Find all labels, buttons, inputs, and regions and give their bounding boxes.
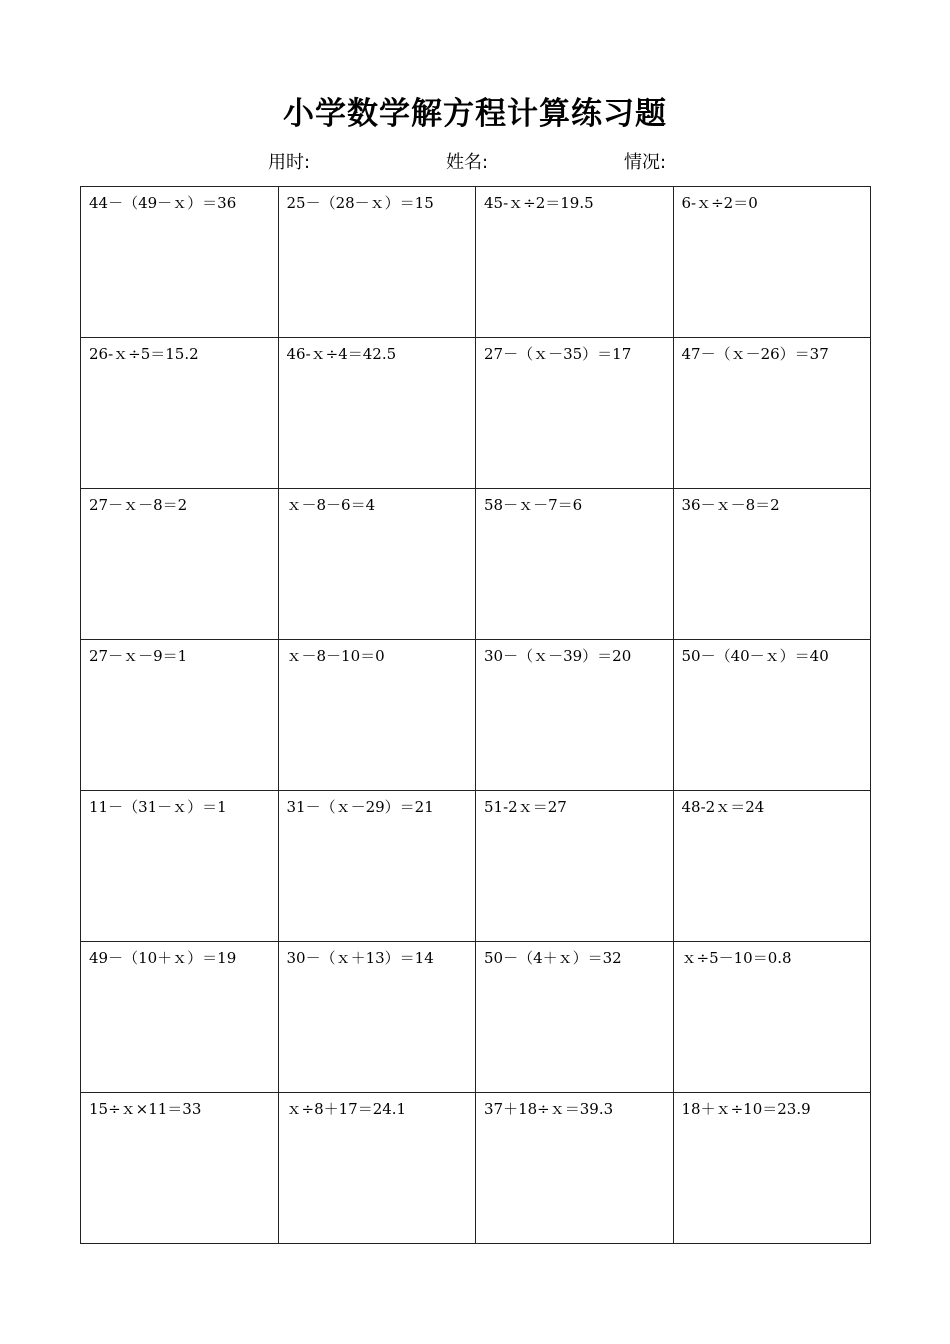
problem-cell [673,640,871,791]
problem-cell [476,489,674,640]
problem-cell [278,489,476,640]
equation: 45-ｘ÷2＝19.5 [484,194,594,212]
name-label: 姓名: [446,152,489,173]
problem-cell [81,187,279,338]
status-label: 情况: [624,152,667,173]
equation: ｘ－8－6＝4 [286,496,376,514]
equation: 27－ｘ－8＝2 [89,496,188,514]
problem-row [81,791,871,942]
problem-cell [81,1093,279,1244]
problem-cell [673,1093,871,1244]
equation: ｘ－8－10＝0 [286,647,385,665]
problem-cell [673,489,871,640]
equation: 48-2ｘ＝24 [681,798,765,816]
equation: 11－（31－ｘ）＝1 [89,798,227,816]
problem-cell [81,489,279,640]
equation: 30－（ｘ＋13）＝14 [286,949,434,967]
equation: 51-2ｘ＝27 [484,798,567,816]
equation: 31－（ｘ－29）＝21 [286,798,434,816]
problem-cell [476,187,674,338]
equation: 27－ｘ－9＝1 [89,647,188,665]
problem-cell [673,791,871,942]
equation: 6-ｘ÷2＝0 [681,194,758,212]
problem-cell [278,942,476,1093]
page-title: 小学数学解方程计算练习题 [283,96,667,132]
equation: ｘ÷8＋17＝24.1 [286,1100,407,1118]
equation: 30－（ｘ－39）＝20 [484,647,632,665]
problem-cell [278,338,476,489]
problem-row [81,1093,871,1244]
problem-row [81,489,871,640]
equation: 46-ｘ÷4＝42.5 [286,345,397,363]
equation: 50－（4＋ｘ）＝32 [484,949,622,967]
equation: 27－（ｘ－35）＝17 [484,345,632,363]
problem-cell [81,338,279,489]
time-label: 用时: [268,152,311,173]
problem-cell [278,187,476,338]
equation: 26-ｘ÷5＝15.2 [89,345,199,363]
problem-cell [278,1093,476,1244]
problem-row [81,942,871,1093]
problem-cell [278,640,476,791]
equation: 44－（49－ｘ）＝36 [89,194,237,212]
problem-cell [278,791,476,942]
problem-row [81,640,871,791]
equation: 47－（ｘ－26）＝37 [681,345,829,363]
problem-row [81,187,871,338]
problem-cell [673,942,871,1093]
problem-cell [673,187,871,338]
equation: 49－（10＋ｘ）＝19 [89,949,237,967]
problem-cell [81,640,279,791]
equation: 36－ｘ－8＝2 [681,496,780,514]
equation: 37＋18÷ｘ＝39.3 [484,1100,614,1118]
problem-cell [81,942,279,1093]
problem-row [81,338,871,489]
equation: 15÷ｘ×11＝33 [89,1100,202,1118]
problem-cell [476,791,674,942]
equation: 18＋ｘ÷10＝23.9 [681,1100,811,1118]
problem-cell [476,338,674,489]
problem-cell [673,338,871,489]
equation: 50－（40－ｘ）＝40 [681,647,829,665]
problem-cell [476,640,674,791]
problem-cell [476,1093,674,1244]
equation: ｘ÷5－10＝0.8 [681,949,792,967]
equation: 58－ｘ－7＝6 [484,496,583,514]
equation: 25－（28－ｘ）＝15 [286,194,434,212]
problem-grid [80,186,871,1244]
problem-cell [476,942,674,1093]
problem-cell [81,791,279,942]
